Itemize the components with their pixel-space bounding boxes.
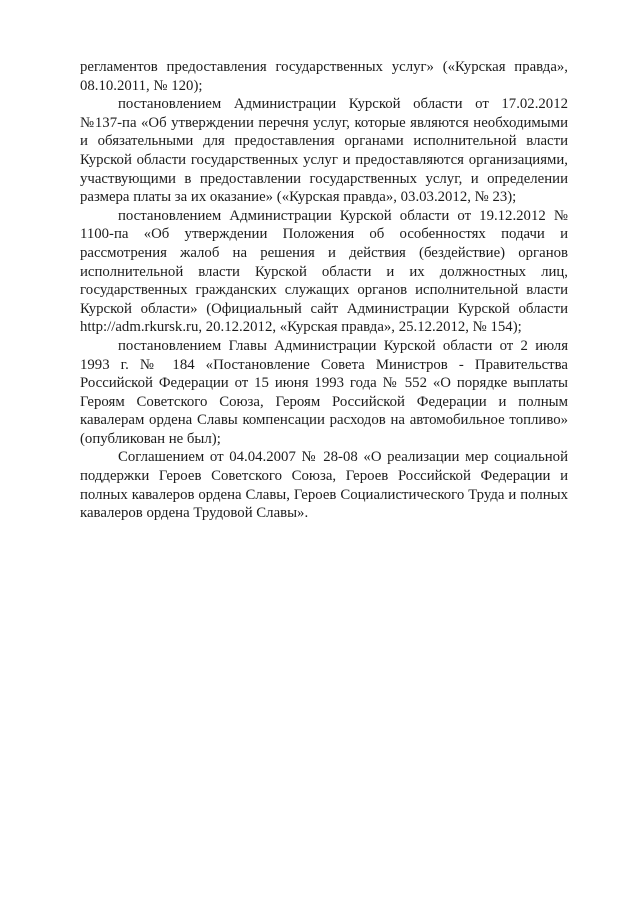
paragraph-resolution-184: постановлением Главы Администрации Курской области от 2 июля 1993 г. № 184 «Постановление Совета Министров - Правительства Российской Федерации от 15 июня 1993 года № 552 «О порядке выплаты Героям Советского Союза, Героям Российской Федерации и полным кавалерам ордена Славы компенсации расходов на автомобильное топливо» (опубликован не был); <box>80 337 568 447</box>
paragraph-agreement-28-08: Соглашением от 04.04.2007 № 28-08 «О реализации мер социальной поддержки Героев Советского Союза, Героев Российской Федерации и полных кавалеров ордена Славы, Героев Социалистического Труда и полных кавалеров ордена Трудовой Славы». <box>80 449 568 522</box>
paragraph-resolution-137: постановлением Администрации Курской области от 17.02.2012 №137-па «Об утверждении перечня услуг, которые являются необходимыми и обязательными для предоставления органами исполнительной власти Курской области государственных услуг и предоставляются организациями, участвующими в предоставлении государственных услуг, и определении размера платы за их оказание» («Курская правда», 03.03.2012, № 23); <box>80 96 568 206</box>
paragraph-resolution-1100: постановлением Администрации Курской области от 19.12.2012 № 1100-па «Об утверждении Положения об особенностях подачи и рассмотрения жалоб на решения и действия (бездействие) органов исполнительной власти Курской области и их должностных лиц, государственных гражданских служащих органов исполнительной власти Курской области» (Официальный сайт Администрации Курской области http://adm.rkursk.ru, 20.12.2012, «Курская правда», 25.12.2012, № 154); <box>80 207 568 336</box>
paragraph-regulations-publication: регламентов предоставления государственных услуг» («Курская правда», 08.10.2011, № 120); <box>80 59 568 94</box>
document-body <box>80 58 568 523</box>
